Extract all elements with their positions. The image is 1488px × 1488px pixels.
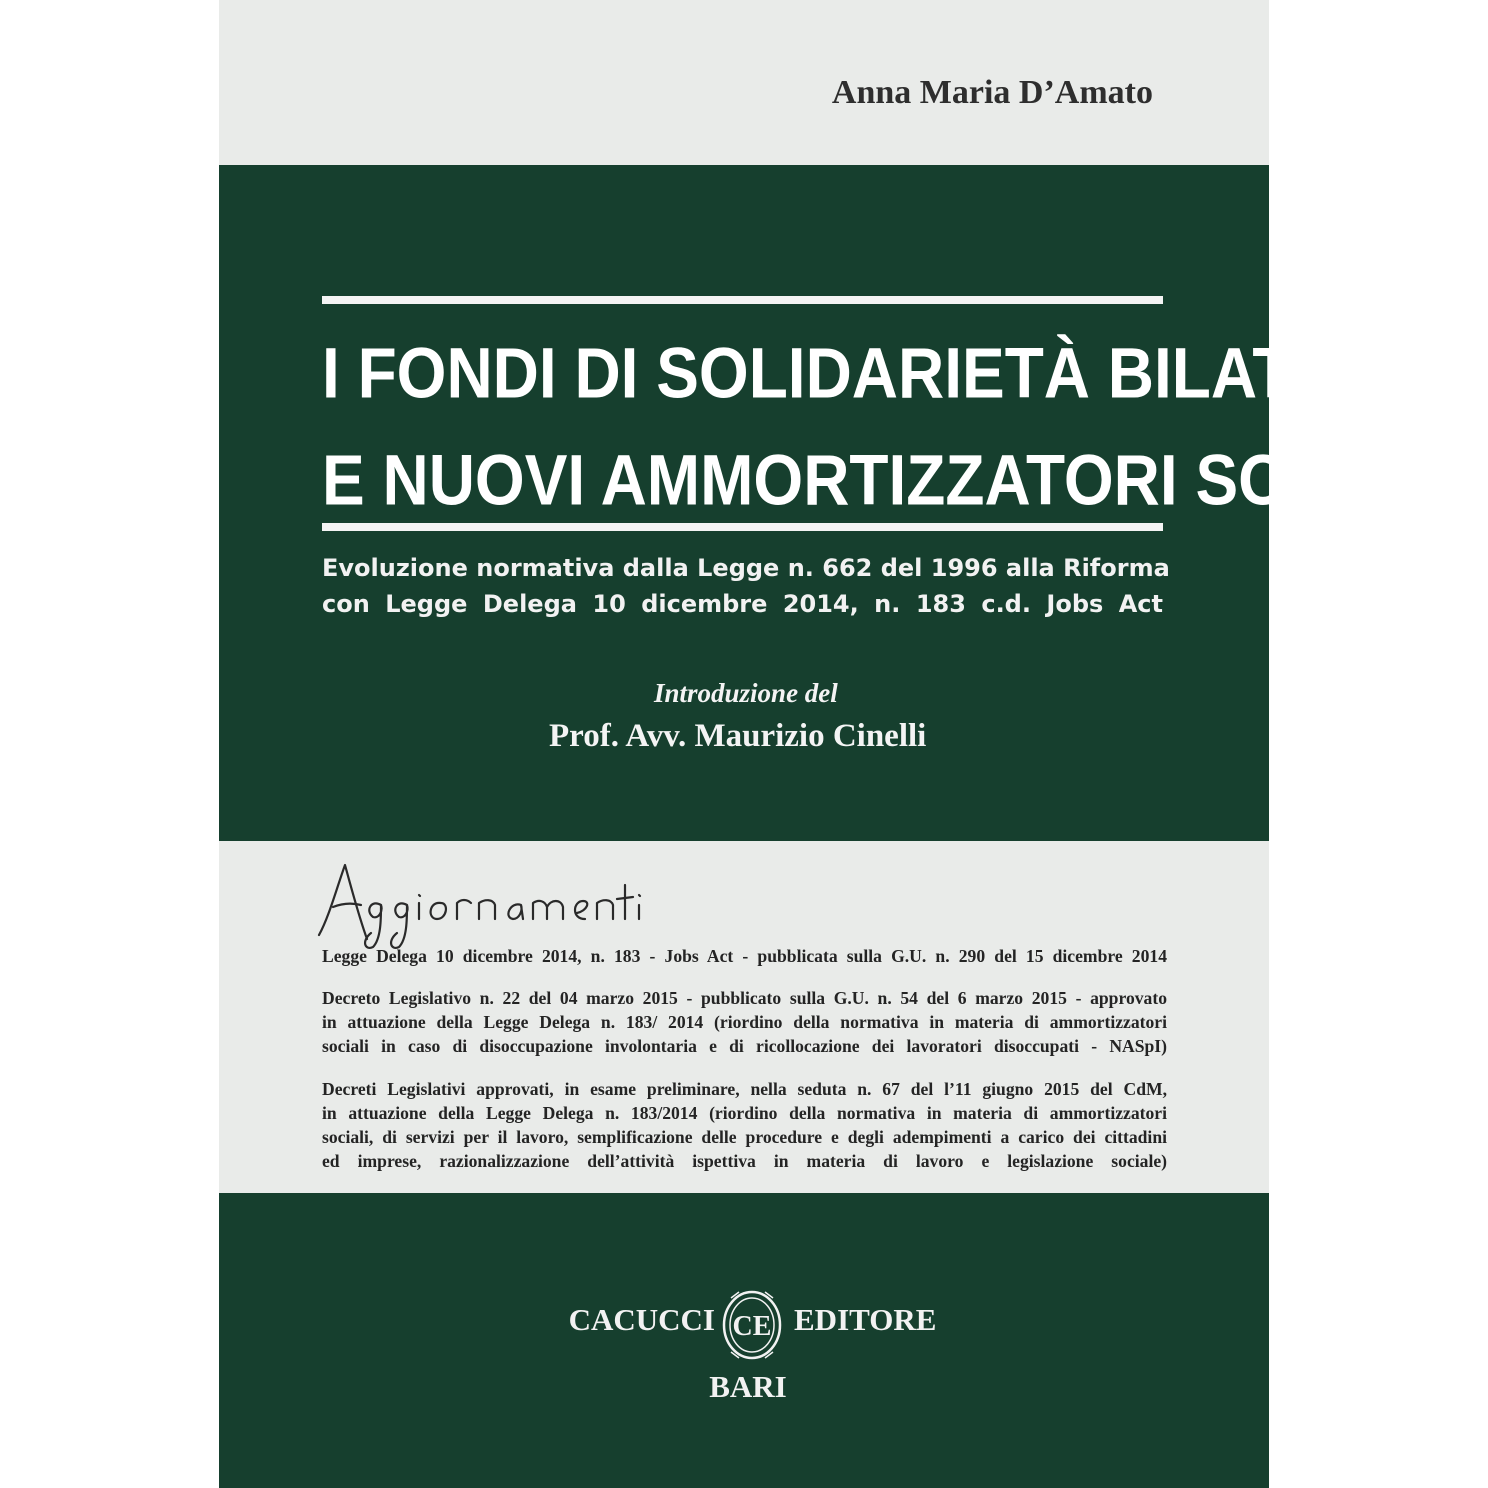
update-line: in attuazione della Legge Delega n. 183/ 2014 (riordino della normativa in materia di ammortizzatori: [322, 1012, 1167, 1032]
author-name: Anna Maria D’Amato: [831, 74, 1153, 111]
update-line: ed imprese, razionalizzazione dell’attività ispettiva in materia di lavoro e legislazione sociale): [322, 1151, 1167, 1171]
updates-section: [219, 841, 1269, 1193]
title-rule-bottom: [322, 523, 1163, 531]
update-item: [322, 944, 1167, 968]
update-line: sociali, di servizi per il lavoro, semplificazione delle procedure e degli adempimenti a carico dei cittadini: [322, 1127, 1167, 1147]
update-line: in attuazione della Legge Delega n. 183/2014 (riordino della normativa in materia di ammortizzatori: [322, 1103, 1167, 1123]
introduction-author: Prof. Avv. Maurizio Cinelli: [549, 718, 927, 754]
update-line: Decreto Legislativo n. 22 del 04 marzo 2015 - pubblicato sulla G.U. n. 54 del 6 marzo 2015 - approvato: [322, 988, 1167, 1008]
svg-text:CE: CE: [732, 1311, 772, 1342]
update-item: [322, 986, 1167, 1058]
book-cover: [219, 0, 1484, 1488]
title-line-2: E NUOVI AMMORTIZZATORI SOCIALI: [322, 439, 1455, 521]
update-line: Legge Delega 10 dicembre 2014, n. 183 - Jobs Act - pubblicata sulla G.U. n. 290 del 15 dicembre 2014: [322, 946, 1167, 966]
introduction-label: Introduzione del: [654, 678, 838, 708]
publisher-city: BARI: [709, 1369, 787, 1404]
publisher-panel: [219, 1193, 1269, 1488]
subtitle-line-1: Evoluzione normativa dalla Legge n. 662 del 1996 alla Riforma: [322, 554, 1170, 582]
update-line: Decreti Legislativi approvati, in esame preliminare, nella seduta n. 67 del l’11 giugno 2015 del CdM,: [322, 1079, 1167, 1099]
publisher-name-right: EDITORE: [794, 1302, 937, 1337]
subtitle-line-2: con Legge Delega 10 dicembre 2014, n. 183 c.d. Jobs Act: [322, 590, 1163, 618]
update-item: [322, 1077, 1167, 1173]
title-line-1: I FONDI DI SOLIDARIETÀ BILATERALI: [322, 332, 1484, 414]
title-panel: [219, 165, 1484, 841]
publisher-monogram-icon: [719, 1288, 785, 1362]
handwritten-heading-aggiornamenti: [315, 859, 645, 949]
publisher-name-left: CACUCCI: [568, 1302, 715, 1337]
title-rule-top: [322, 296, 1163, 304]
update-line: sociali in caso di disoccupazione involontaria e di ricollocazione dei lavoratori disoccupati - NASpI): [322, 1036, 1167, 1056]
